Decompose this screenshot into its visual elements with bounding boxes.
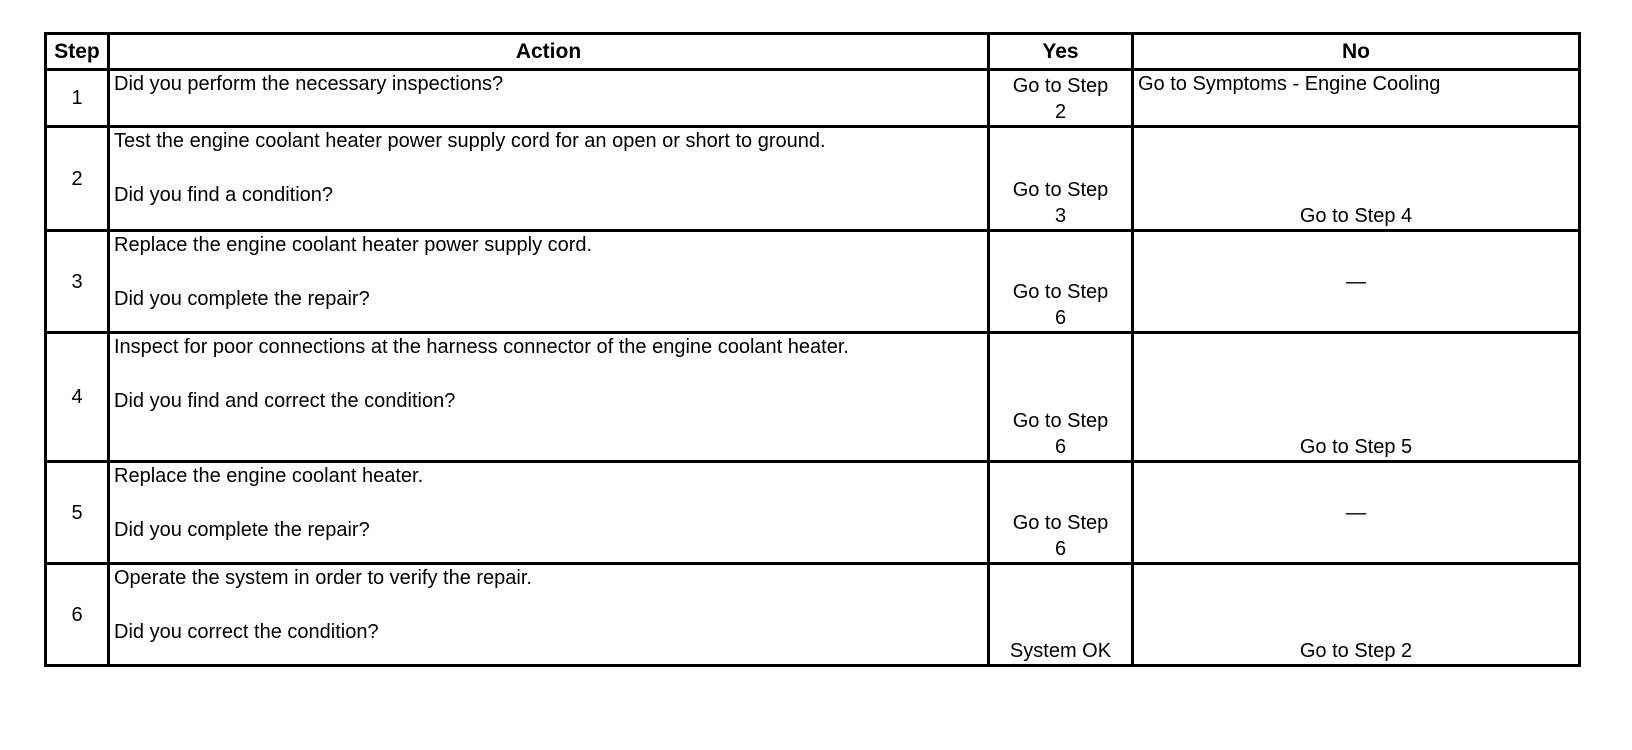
yes-line-1: Go to Step [1012,410,1109,432]
no-cell: Go to Step 4 [1133,127,1580,231]
yes-cell [989,462,1133,564]
yes-cell [989,231,1133,333]
step-number: 2 [46,127,109,231]
yes-line-2: 6 [1054,436,1067,458]
action-text: Replace the engine coolant heater power supply cord. [114,234,593,256]
yes-line-1: Go to Step [1012,179,1109,201]
action-question: Did you find a condition? [114,184,334,206]
yes-line-2: 6 [1054,538,1067,560]
yes-line-1: Go to Step [1012,512,1109,534]
action-question: Did you complete the repair? [114,519,370,541]
action-text: Test the engine coolant heater power supply cord for an open or short to ground. [114,130,826,152]
no-cell: Go to Step 2 [1133,564,1580,666]
no-cell: Go to Symptoms - Engine Cooling [1133,70,1580,127]
header-step: Step [46,34,109,70]
table-row [46,70,1580,127]
yes-cell [989,127,1133,231]
step-number: 3 [46,231,109,333]
table-row [46,333,1580,462]
action-text: Inspect for poor connections at the harness connector of the engine coolant heater. [114,336,849,358]
yes-cell [989,333,1133,462]
step-number: 1 [46,70,109,127]
table-row [46,564,1580,666]
yes-line-1: Go to Step [1012,75,1109,97]
table-row [46,462,1580,564]
yes-line-1: Go to Step [1012,281,1109,303]
action-question: Did you complete the repair? [114,288,370,310]
yes-cell [989,564,1133,666]
no-cell: Go to Step 5 [1133,333,1580,462]
action-cell [109,333,989,462]
step-number: 6 [46,564,109,666]
no-cell: — [1133,231,1580,333]
action-cell [109,127,989,231]
table-row [46,127,1580,231]
action-question: Did you correct the condition? [114,621,379,643]
action-cell [109,231,989,333]
action-cell [109,462,989,564]
diagnostic-table [44,32,1581,667]
yes-cell [989,70,1133,127]
action-question: Did you find and correct the condition? [114,390,456,412]
action-cell [109,564,989,666]
yes-line-2: 6 [1054,307,1067,329]
step-number: 5 [46,462,109,564]
header-no: No [1133,34,1580,70]
action-text: Did you perform the necessary inspections? [114,73,504,95]
no-cell: — [1133,462,1580,564]
action-text: Replace the engine coolant heater. [114,465,424,487]
action-cell [109,70,989,127]
step-number: 4 [46,333,109,462]
header-yes: Yes [989,34,1133,70]
yes-line-2: 3 [1054,205,1067,227]
action-text: Operate the system in order to verify the repair. [114,567,532,589]
header-action: Action [109,34,989,70]
table-row [46,231,1580,333]
yes-line-1: System OK [1009,640,1112,662]
header-row [46,34,1580,70]
yes-line-2: 2 [1054,101,1067,123]
